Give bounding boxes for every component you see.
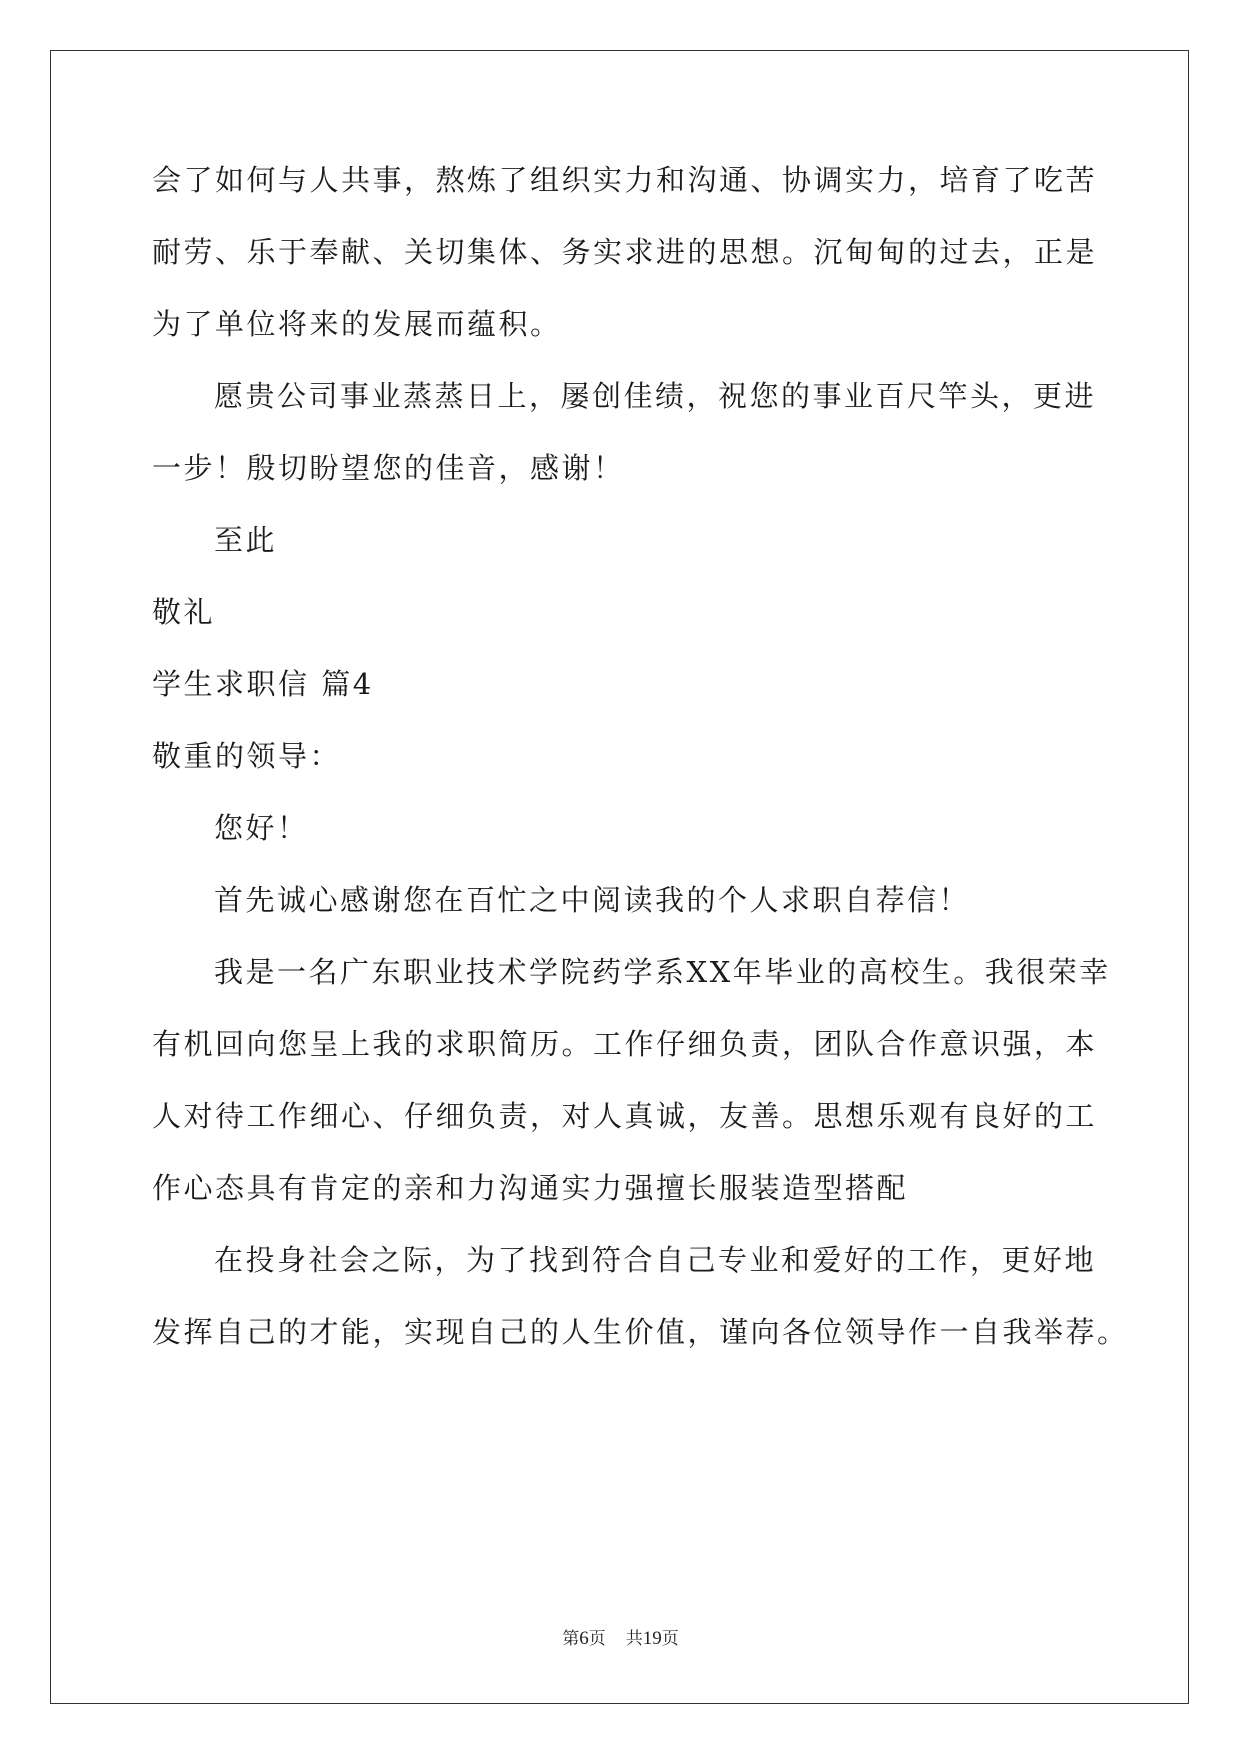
greeting-line: 您好！ [214, 811, 309, 845]
paragraph-line: 首先诚心感谢您在百忙之中阅读我的个人求职自荐信！ [214, 883, 971, 917]
paragraph-line: 为了单位将来的发展而蕴积。 [152, 307, 562, 341]
paragraph-line: 在投身社会之际，为了找到符合自己专业和爱好的工作，更好地 [214, 1243, 1097, 1277]
page-prefix: 第 [562, 1629, 580, 1649]
total-unit: 页 [661, 1629, 679, 1649]
paragraph-line: 会了如何与人共事，熬炼了组织实力和沟通、协调实力，培育了吃苦 [152, 163, 1098, 197]
paragraph-line: 作心态具有肯定的亲和力沟通实力强擅长服装造型搭配 [152, 1171, 909, 1205]
section-heading: 学生求职信 篇4 [152, 667, 374, 701]
paragraph-line: 一步！殷切盼望您的佳音，感谢！ [152, 451, 625, 485]
letter-greeting: 敬重的领导： [152, 739, 342, 773]
total-pages: 19 [642, 1628, 662, 1649]
page-unit: 页 [588, 1629, 606, 1649]
page-number: 6 [579, 1628, 589, 1649]
paragraph-line: 耐劳、乐于奉献、关切集体、务实求进的思想。沉甸甸的过去，正是 [152, 235, 1098, 269]
paragraph-line: 有机回向您呈上我的求职简历。工作仔细负责，团队合作意识强，本 [152, 1027, 1098, 1061]
page-footer [0, 1628, 1241, 1650]
paragraph-line: 愿贵公司事业蒸蒸日上，屡创佳绩，祝您的事业百尺竿头，更进 [214, 379, 1097, 413]
paragraph-line: 发挥自己的才能，实现自己的人生价值，谨向各位领导作一自我举荐。 [152, 1315, 1129, 1349]
total-prefix: 共 [625, 1629, 643, 1649]
paragraph-line: 人对待工作细心、仔细负责，对人真诚，友善。思想乐观有良好的工 [152, 1099, 1098, 1133]
salutation-closing: 敬礼 [152, 595, 216, 629]
closing-phrase: 至此 [214, 523, 278, 557]
page-border [50, 50, 1189, 1704]
paragraph-line: 我是一名广东职业技术学院药学系XX年毕业的高校生。我很荣幸 [214, 955, 1111, 989]
